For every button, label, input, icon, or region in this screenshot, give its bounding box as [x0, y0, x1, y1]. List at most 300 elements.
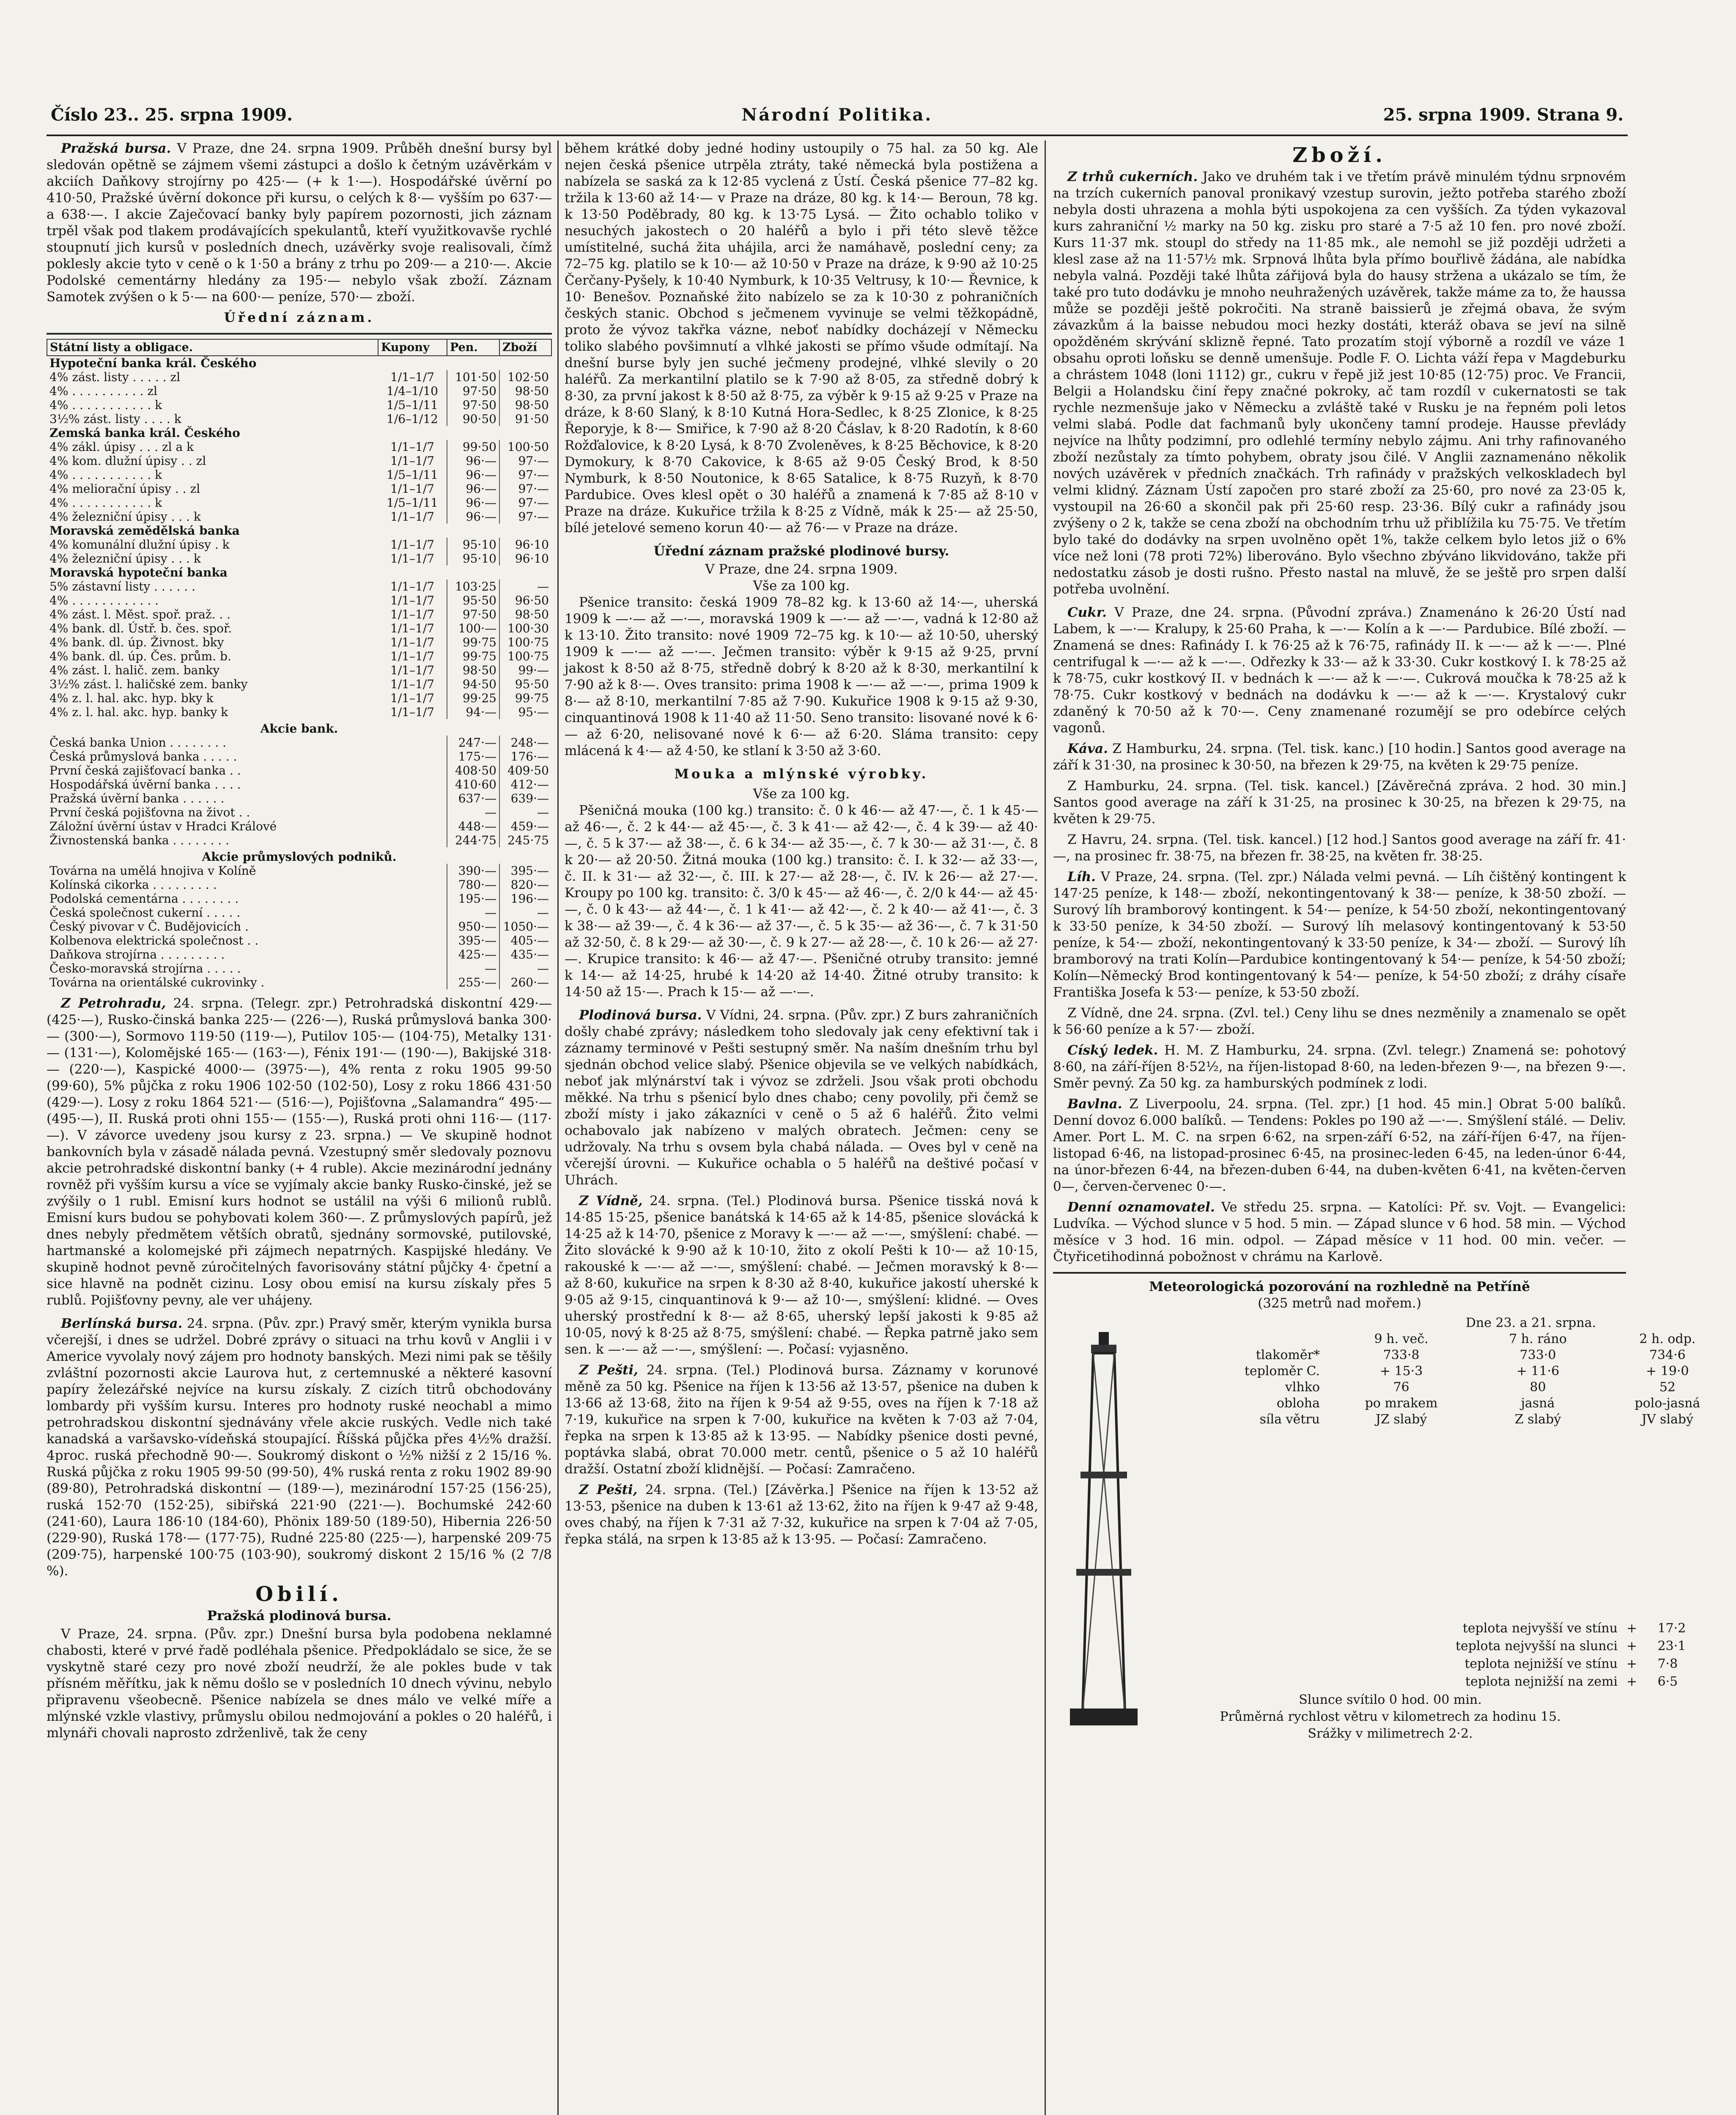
bond-ask: 102·50	[499, 370, 551, 384]
stock-bid: 780·—	[447, 878, 499, 892]
bond-ask: 98·50	[499, 398, 551, 412]
prague-bourse-article	[47, 140, 552, 326]
report-text: Z Vídně, dne 24. srpna. (Zvl. tel.) Ceny lihu se dnes nezměnily a znamenalo se opět k 56·60 peníze a k 57·— zboží.	[1053, 1005, 1626, 1037]
article-title: Z trhů cukerních.	[1067, 169, 1198, 184]
stock-ask: —	[499, 805, 551, 819]
report-text: V Praze, dne 24. srpna. (Původní zpráva.) Znamenáno k 26·20 Ústí nad Labem, k —·— Kralupy, k 25·60 Praha, k —·— Kolín a k —·— Pardubice. Bílé zboží. — Znamená se dnes: Rafinády I. k 76·25 až k 76·75, rafinády II. k —·— až k —·—. Plné centrifugal k —·— až k —·—. Odřezky k 33·— až k 33·30. Cukr kostkový I. k 78·25 až k 78·75, cukr kostkový II. v bednách k —·— až k —·—. Cukrová moučka k 78·25 až k 78·75. Cukr kostkový v bednách na dodávku k —·— až k —·—. Krystalový cukr zdaněný k 70·50 až k 70·—. Ceny znamenané rozumějí se pro odebírce celých vagonů.	[1053, 605, 1626, 736]
stock-ask: 395·—	[499, 864, 551, 878]
bond-coupons: 1/1–1/7	[390, 677, 435, 691]
stock-ask: 409·50	[499, 764, 551, 777]
bond-ask: 97·—	[499, 454, 551, 468]
official-grain-record	[565, 543, 1038, 759]
meteo-title: Meteorologická pozorování na rozhledně na Petříně	[1149, 1279, 1530, 1294]
bond-bid: 90·50	[447, 412, 499, 426]
meteo-value: 733·0	[1519, 1348, 1556, 1362]
bond-row	[47, 552, 551, 566]
bond-ask: 100·30	[499, 621, 551, 635]
bond-row	[47, 677, 551, 691]
stock-ask: —	[499, 906, 551, 920]
bond-coupons: 1/1–1/7	[390, 370, 435, 384]
stock-bid: 408·50	[447, 764, 499, 777]
bond-row	[47, 607, 551, 621]
stock-row	[47, 777, 551, 791]
bond-name: 4% z. l. hal. akc. hyp. banky k	[49, 705, 228, 719]
meteo-col-head: 7 h. ráno	[1509, 1332, 1567, 1346]
bond-ask: 99·—	[499, 663, 551, 677]
article-title: Z Petrohradu,	[61, 996, 166, 1011]
meteo-row	[1163, 1412, 1736, 1428]
bond-row	[47, 482, 551, 496]
bond-bid: 96·—	[447, 454, 499, 468]
stock-row	[47, 948, 551, 961]
bond-row	[47, 524, 551, 538]
meteo-value: 733·8	[1383, 1348, 1420, 1362]
bond-coupons: 1/1–1/7	[390, 482, 435, 496]
goods-reports	[1053, 604, 1626, 1195]
bond-coupons: 1/1–1/7	[390, 635, 435, 649]
bond-ask: 95·—	[499, 705, 551, 719]
bond-row	[47, 356, 551, 370]
bond-bid: 97·50	[447, 607, 499, 621]
bond-ask: 96·10	[499, 552, 551, 566]
article-title: Berlínská bursa.	[61, 1316, 183, 1331]
divider	[47, 333, 552, 335]
stock-ask: 196·—	[499, 892, 551, 906]
column-1	[47, 140, 552, 2115]
stock-bid: 410·60	[447, 777, 499, 791]
bond-name: 4% . . . . . . . . . . . k	[49, 398, 162, 412]
bond-row	[47, 454, 551, 468]
bond-name: 4% komunální dlužní úpisy . k	[49, 538, 230, 552]
bond-row	[47, 593, 551, 607]
goods-report	[1053, 741, 1626, 774]
bond-ask: 97·—	[499, 482, 551, 496]
bond-bid: 96·—	[447, 482, 499, 496]
bond-row	[47, 412, 551, 426]
bond-subhead-title: Akcie bank.	[260, 722, 338, 736]
record-date: V Praze, dne 24. srpna 1909.	[705, 562, 898, 577]
stock-row	[47, 764, 551, 777]
article-text: V Praze, 24. srpna. (Pův. zpr.) Dnešní bursa byla podobena neklamné chabosti, které v prvé řadě podléhala pšenice. Předpokládalo se sice, že se vyskytně staré cezy pro nové zboží neudrží, že ale pokles bude v tak přísném měřítku, jak k němu došlo se v posledních 10 dnech vývinu, nebylo připravenu všeobecně. Pšenice nabízela se dnes málo ve velké míře a mlýnské vzkle vlastivy, průmyslu obilou nedmojování a pokles o 20 haléřů, i mlynáři chovali naprosto zdrženlivě, tak že ceny	[47, 1626, 552, 1741]
stock-row	[47, 819, 551, 833]
bond-ask: 98·50	[499, 384, 551, 398]
bond-name: 4% bank. dl. úp. Živnost. bky	[49, 635, 224, 649]
bonds-table	[47, 339, 552, 989]
article-text: 24. srpna. (Telegr. zpr.) Petrohradská diskontní 429·— (425·—), Rusko-činská banka 225·— (226·—), Ruská průmyslová banka 300·— (300·—), Sormovo 119·50 (119·—), Putilov 105·— (104·75), Metalky 131·— (131·—), Kolomějské 165·— (163·—), Fénix 191·— (190·—), Bakijské 318·— (220·—), Kaspické 4000·— (3975·—), 4% renta z roku 1905 99·50 (99·60), 5% půjčka z roku 1906 102·50 (102·50), Losy z roku 1866 431·50 (429·—). Losy z roku 1864 521·— (516·—), Pojišťovna „Salamandra“ 495·— (495·—), II. Ruská proti ohni 155·— (155·—), Ruská proti ohni 116·— (117·—). V závorce uvedeny jsou kursy z 23. srpna.) — Ve skupině hodnot bankovních byla v zásadě nálada pevná. Vzestupný směr sledovaly poznovu akcie petrohradské diskontní banky (+ 4 ruble). Akcie mezinárodní jednány rovněž při vyšším kursu a více se vyjímaly akcie banky Rusko-činské, jež se zvýšily o 1 rubl. Emisní kurs hodnot se ustálil na výši 6 milionů rublů. Emisní kurs budou se pohybovati kolem 360·—. Z průmyslových papírů, jež dnes nebyly předmětem větších obratů, sjednány sormovské, putilovské, hartmanské a kolomejské při zájmech nepatrných. Kaspijské hledány. Ve skupině hodnot pevně zúročitelných favorisovány státní půjčky 4· čpetní a sice hlavně na podnět cizinu. Losy obou emisí na kursu získaly přes 5 rublů. Pojišťovny pevny, ale ver uhájeny.	[47, 996, 552, 1308]
stock-ask: 459·—	[499, 819, 551, 833]
stock-name: Továrna na orientálské cukrovinky .	[49, 975, 265, 989]
bond-row	[47, 580, 551, 593]
bond-ask: 100·75	[499, 649, 551, 663]
bond-name: 4% . . . . . . . . . . . k	[49, 496, 162, 510]
newspaper-title: Národní Politika.	[741, 105, 933, 125]
rain-text: Srážky v milimetrech 2·2.	[1308, 1726, 1473, 1741]
bond-bid: 95·10	[447, 552, 499, 566]
meteo-value: jasná	[1521, 1396, 1555, 1411]
article-text: V Praze, dne 24. srpna 1909. Průběh dnešní bursy byl sledován opětně se zájmem všemi zástupci a došlo k četným uzávěrkám v akciích Daňkovy strojírny po 425·— (+ k 1·—). Hospodářské úvěrní po 410·50, Pražské úvěrní dokonce při kursu, o celých k 8·— vyšším po 637·— a 638·—. I akcie Zaječovací banky byly papírem pozornosti, jich záznam trpěl však pod tlakem prodávajících spekulantů, kteří využitkovavše rychlé stoupnutí jich kursů v posledních dnech, uzávěrky svoje realisovali, čímž poklesly akcie tyto v ceně o k 1·50 a brány z trhu po 209·— a 210·—. Akcie Podolské cementárny hledány za 195·— nebylo však zboží. Záznam Samotek zvýšen o k 5·— na 600·— peníze, 570·— zboží.	[47, 141, 552, 305]
temp-row	[1163, 1673, 1736, 1691]
stock-ask: 245·75	[499, 833, 551, 847]
article-title: Pražská bursa.	[61, 141, 171, 156]
bond-ask: 91·50	[499, 412, 551, 426]
bond-ask: 97·—	[499, 468, 551, 482]
goods-report	[1053, 869, 1626, 1001]
article-title: Úřední záznam pražské plodinové bursy.	[653, 544, 949, 559]
bond-coupons: 1/1–1/7	[390, 510, 435, 524]
flour-record	[565, 766, 1038, 1000]
stock-name: Daňkova strojírna . . . . . . . . .	[49, 948, 225, 961]
market-report	[565, 1362, 1038, 1478]
stock-name: První česká pojišťovna na život . .	[49, 805, 250, 819]
bond-coupons: 1/1–1/7	[390, 621, 435, 635]
bond-row	[47, 663, 551, 677]
bond-group-title: Zemská banka král. Českého	[49, 426, 240, 440]
bond-row	[47, 566, 551, 580]
page-header	[38, 105, 1636, 130]
bond-name: 4% zást. listy . . . . . zl	[49, 370, 181, 384]
stock-row	[47, 934, 551, 948]
bond-row	[47, 649, 551, 663]
stock-ask: 248·—	[499, 736, 551, 750]
report-title: Líh.	[1067, 869, 1096, 884]
meteo-col-head: Dne 23. a 21. srpna.	[1465, 1316, 1596, 1330]
report-title: Z Pešti,	[579, 1482, 638, 1497]
bond-bid: 99·50	[447, 440, 499, 454]
meteo-col-head: 9 h. več.	[1374, 1332, 1429, 1346]
official-record-title: Úřední záznam.	[224, 310, 375, 325]
stock-ask: 176·—	[499, 750, 551, 764]
stock-ask: 405·—	[499, 934, 551, 948]
bond-bid: 97·50	[447, 384, 499, 398]
report-title: Císký ledek.	[1067, 1043, 1158, 1058]
goods-report	[1053, 604, 1626, 736]
grain-article	[47, 1608, 552, 1741]
stock-row	[47, 791, 551, 805]
article-text: Jako ve druhém tak i ve třetím právě minulém týdnu srpnovém na trzích cukerních panoval pronikavý vzestup surovin, ježto potřeba starého zboží nebyla dosti uhrazena a mohla býti uspokojena za cen vyšších. Za týden vykazoval kurs zahraniční ½ marky na 50 kg. zisku pro staré a 7·5 až 10 fen. pro nové zboží. Kurs 11·37 mk. stoupl do středy na 11·85 mk., ale nemohl se již později udržeti a klesl zase až na 11·57½ mk. Srpnová lhůta byla přímo bouřlivě žádána, ale nabídka nebyla valná. Později také lhůta zářijová byla do hausy stržena a ukázalo se tím, že také pro tuto dodávku je mnoho neuhražených uzávěrek, takže máme za to, že haussa může se později ještě pokročiti. Na straně baissierů je zřejmá obava, že svým závazkům á la baisse nebudou moci hezky dostáti, kteráž obava se jeví na silně opožděném skrývání sklizně řepné. Tato prozatím stojí výborně a rozdíl ve váze 1 obsahu oproti loňsku se denně umenšuje. Podle F. O. Lichta váží řepa v Magdeburku a chrástem 1048 (loni 1112) gr., cukru v řepě již jest 10·85 (12·75) proc. Ve Francii, Belgii a Holandsku činí řepy značné pokroky, ač tam rozdíl v cukernatosti se tak rychle nezmenšuje jako v Německu a zvláště také v Rusku je na řepném poli letos velmi slabá. Podle dat fachmanů byly ukončeny tamní prodeje. Hausse převlády nejvíce na lhůty podzimní, pro odlehlé termíny nebylo zájmu. Ani trhy rafinovaného zboží nezůstaly za tímto pohybem, obraty jsou čilé. V Anglii zaznamenáno několik nových uzávěrek v předních značkách. Trh rafinády v pražských velkoskladech byl velmi klidný. Záznam Ústí započen pro staré zboží za 25·60, pro nové za 23·05 k, vystoupil na 26·60 a skončil pak při 25·60 resp. 23·36. Bílý cukr a rafinády jsou zvýšeny o 2 k, takže se cena zboží na obchodním trhu už přiblížila ku 75·75. Ve třetím bylo také do dodávky na srpen uvolněno opět 1%, takže celkem bylo letos již o 6% více než loni (78 proti 72%) liberováno. Bylo všechno zbýváno likvidováno, takže při nedostatku zásob je dosti rušno. Přesto nastal na mluvě, že se ještě pro srpen další potřeba uvolnění.	[1053, 169, 1626, 597]
stock-name: Česká průmyslová banka . . . . .	[49, 750, 237, 764]
bond-coupons: 1/1–1/7	[390, 663, 435, 677]
bond-name: 3½% zást. l. haličské zem. banky	[49, 677, 248, 691]
bond-name: 3½% zást. listy . . . . k	[49, 412, 181, 426]
bonds-header-bid: Pen.	[447, 339, 499, 356]
stock-row	[47, 892, 551, 906]
bond-ask: 96·50	[499, 593, 551, 607]
bonds-header-coupons: Kupony	[378, 339, 447, 356]
stock-name: První česká zajišťovací banka . .	[49, 764, 241, 777]
bond-group-title: Moravská hypoteční banka	[49, 566, 228, 580]
bond-bid: 99·75	[447, 635, 499, 649]
bonds-table-body	[47, 356, 551, 989]
bond-row	[47, 635, 551, 649]
bond-ask: 98·50	[499, 607, 551, 621]
stock-row	[47, 750, 551, 764]
bond-row	[47, 440, 551, 454]
bond-ask: 97·—	[499, 510, 551, 524]
temp-row	[1163, 1655, 1736, 1673]
goods-report	[1053, 832, 1626, 865]
meteo-section	[1053, 1279, 1700, 1741]
stock-bid: 950·—	[447, 920, 499, 934]
grain-continued	[565, 140, 1038, 536]
stock-name: Kolbenova elektrická společnost . .	[49, 934, 259, 948]
column-divider	[1045, 140, 1046, 2115]
article-title: Denní oznamovatel.	[1067, 1200, 1215, 1215]
bond-bid: 97·50	[447, 398, 499, 412]
temp-row	[1163, 1637, 1736, 1655]
temperature-extremes	[1163, 1620, 1736, 1691]
stock-bid: 448·—	[447, 819, 499, 833]
stock-name: Hospodářská úvěrní banka . . . .	[49, 777, 241, 791]
meteo-body	[1053, 1315, 1700, 1741]
bond-bid: 99·25	[447, 691, 499, 705]
stock-bid: —	[447, 906, 499, 920]
report-text: V Praze, 24. srpna. (Tel. zpr.) Nálada velmi pevná. — Líh čištěný kontingent k 147·25 peníze, k 148·— zboží, nekontingentovaný k 38·— peníze, k 38·50 zboží. — Surový líh bramborový kontingent. k 54·— peníze, k 54·50 zboží, nekontingentovaný k 33·50 peníze, k 34·50 zboží. — Surový líh melasový kontingentovaný k 53·50 peníze, k 54·— zboží, nekontingentovaný k 33·50 peníze, k 34·— zboží. — Surový líh bramborový na trati Kolín—Pardubice kontingentovaný k 54·— peníze, k 54·50 zboží; Kolín—Německý Brod kontingentovaný k 54·— peníze, k 54·50 zboží; z dráhy císaře Františka Josefa k 53·— peníze, k 53·50 zboží.	[1053, 869, 1626, 1000]
bond-coupons: 1/1–1/7	[390, 552, 435, 566]
report-text: Z Hamburku, 24. srpna. (Tel. tisk. kanc.) [10 hodin.] Santos good average na září k 31·30, na prosinec k 30·50, na březen k 29·75, na květen k 29·75 peníze.	[1053, 741, 1626, 773]
report-text: Z Liverpoolu, 24. srpna. (Tel. zpr.) [1 hod. 45 min.] Obrat 5·00 balíků. Denní dovoz 6.000 balíků. — Tendens: Pokles po 190 až —·—. Smýšlení stálé. — Deliv. Amer. Port L. M. C. na srpen 6·62, na srpen-září 6·52, na září-říjen 6·47, na říjen-listopad 6·46, na listopad-prosinec 6·45, na prosinec-leden 6·45, na leden-únor 6·44, na únor-březen 6·44, na březen-duben 6·44, na duben-květen 6·41, na květen-červen 0—, červen-červenec 0·—.	[1053, 1096, 1626, 1194]
bond-name: 4% . . . . . . . . . . . k	[49, 468, 162, 482]
temp-value: 17·2	[1657, 1621, 1686, 1636]
bond-name: 5% zástavní listy . . . . . .	[49, 580, 195, 593]
record-unit: Vše za 100 kg.	[753, 578, 850, 593]
market-report	[565, 1193, 1038, 1358]
bond-group-title: Moravská zemědělská banka	[49, 524, 240, 538]
bond-coupons: 1/1–1/7	[390, 580, 435, 593]
stock-bid: 247·—	[447, 736, 499, 750]
meteo-value: JZ slabý	[1375, 1412, 1427, 1427]
bond-ask: 99·75	[499, 691, 551, 705]
meteo-label: vlhko	[1285, 1380, 1320, 1395]
stock-name: Továrna na umělá hnojiva v Kolíně	[49, 864, 256, 878]
article-text: 24. srpna. (Pův. zpr.) Pravý směr, kterým vynikla bursa včerejší, i dnes se udržel. Dobré zprávy o situaci na trhu kovů v Anglii i v Americe vyvolaly nový zájem pro hodnoty banských. Mezi nimi pak se těšily zvláštní pozornosti akcie Laurova hut, z certemnuské a některé kasovní papíry železářské nejvíce na kursu získaly. Z cizích titrů obchodovány lombardy při vyšším kursu. Interes pro hodnoty ruské neochabl a mimo petrohradskou diskontní sjednávány vřele akcie ruských. Vedle nich také kanadská a varšavsko-vídeňská stoupající. Říšská půjčka přes 4½% dražší. 4proc. ruská přechodně 90·—. Soukromý diskont o ½% nižší z 2 15/16 %. Ruská půjčka z roku 1905 99·50 (99·50), 4% ruská renta z roku 1902 89·90 (89·80), Petrohradská diskontní — (189·—), mezinárodní 157·25 (156·25), ruská 152·70 (152·25), sibiřská 221·90 (221·—). Bochumské 242·60 (241·60), Laura 186·10 (184·60), Phönix 189·50 (189·50), Hibernia 226·50 (229·90), Ruská 178·— (177·75), Rudné 225·80 (225·—), harpenské 209·75 (209·75), harpenské 100·75 (103·90), soukromý diskont 2 15/16 % (2 7/8 %).	[47, 1316, 552, 1579]
bond-name: 4% zást. l. Měst. spoř. praž. . .	[49, 607, 231, 621]
stock-row	[47, 805, 551, 819]
bond-name: 4% železniční úpisy . . . k	[49, 510, 201, 524]
bond-name: 4% . . . . . . . . . . zl	[49, 384, 158, 398]
bond-coupons: 1/1–1/7	[390, 691, 435, 705]
report-text: H. M. Z Hamburku, 24. srpna. (Zvl. telegr.) Znamená se: pohotový 8·60, na září-říjen 8·52½, na říjen-listopad 8·60, na leden-březen 9·—, na březen 9·—. Směr pevný. Za 50 kg. za hamburských podmínek z lodi.	[1053, 1043, 1626, 1091]
bond-bid: 96·—	[447, 496, 499, 510]
temp-label: teplota nejnižší ve stínu	[1464, 1656, 1618, 1671]
stock-bid: 244·75	[447, 833, 499, 847]
stock-row	[47, 864, 551, 878]
bonds-header-name: Státní listy a obligace.	[47, 339, 378, 356]
article-title: Mouka a mlýnské výrobky.	[674, 766, 929, 782]
column-2	[565, 140, 1038, 2115]
stock-row	[47, 833, 551, 847]
meteo-footer	[1163, 1692, 1618, 1742]
bond-subhead	[47, 719, 551, 736]
bond-name: 4% . . . . . . . . . . . .	[49, 593, 159, 607]
article-text: Ve středu 25. srpna. — Katolíci: Př. sv. Vojt. — Evangelici: Ludvíka. — Východ slunce v 5 hod. 5 min. — Západ slunce v 6 hod. 58 min. — Východ měsíce v 3 hod. 16 min. odpol. — Západ měsíce v 11 hod. 00 min. večer. — Čtyřicetihodinná pobožnost v chrámu na Karlově.	[1053, 1200, 1626, 1264]
meteo-table	[1163, 1315, 1736, 1428]
stock-bid: 175·—	[447, 750, 499, 764]
bond-coupons: 1/1–1/7	[390, 538, 435, 552]
stock-name: Český pivovar v Č. Budějovicích .	[49, 920, 249, 934]
meteo-value: + 15·3	[1379, 1364, 1423, 1379]
meteo-row	[1163, 1379, 1736, 1395]
bond-bid: 95·10	[447, 538, 499, 552]
bond-group-title: Hypoteční banka král. Českého	[49, 356, 257, 370]
record-unit: Vše za 100 kg.	[753, 786, 850, 802]
daily-notice	[1053, 1199, 1626, 1265]
goods-report	[1053, 1005, 1626, 1038]
meteo-col-head: 2 h. odp.	[1639, 1332, 1696, 1346]
meteo-label: tlakoměr*	[1256, 1348, 1320, 1362]
meteo-subtitle: (325 metrů nad mořem.)	[1258, 1296, 1421, 1311]
meteo-value: + 11·6	[1516, 1364, 1560, 1379]
bond-row	[47, 398, 551, 412]
bond-coupons: 1/4–1/10	[387, 384, 438, 398]
meteo-value: JV slabý	[1641, 1412, 1694, 1427]
meteo-corner	[1163, 1315, 1326, 1331]
petrohrad-article	[47, 995, 552, 1309]
temp-sign: +	[1626, 1621, 1637, 1636]
report-text: 24. srpna. (Tel.) [Závěrka.] Pšenice na říjen k 13·52 až 13·53, pšenice na duben k 13·61 až 13·62, žito na říjen k 9·47 až 9·48, oves chabý, na říjen k 7·31 až 7·32, kukuřice na srpen k 7·04 až 7·05, řepka stálá, na srpen k 13·85 až k 13·95. — Počasí: Zamračeno.	[565, 1482, 1039, 1547]
temp-label: teplota nejnižší na zemi	[1465, 1674, 1618, 1689]
stock-bid: 390·—	[447, 864, 499, 878]
bond-coupons: 1/1–1/7	[390, 649, 435, 663]
stock-ask: —	[499, 961, 551, 975]
stock-name: Česko-moravská strojírna . . . . .	[49, 961, 241, 975]
report-title: Z Pešti,	[579, 1362, 638, 1378]
bond-ask: —	[499, 580, 551, 593]
temp-value: 7·8	[1657, 1656, 1678, 1671]
stock-name: Česká banka Union . . . . . . . .	[49, 736, 227, 750]
bond-subhead	[47, 847, 551, 864]
market-report	[565, 1007, 1038, 1189]
bond-name: 4% zást. l. halič. zem. banky	[49, 663, 220, 677]
bond-ask: 100·75	[499, 635, 551, 649]
meteo-value: Z slabý	[1514, 1412, 1561, 1427]
meteo-value: 80	[1530, 1380, 1546, 1395]
divider	[1053, 1272, 1626, 1274]
bond-row	[47, 538, 551, 552]
report-title: Z Vídně,	[579, 1193, 643, 1209]
meteo-label: obloha	[1276, 1396, 1320, 1411]
bond-bid: 95·50	[447, 593, 499, 607]
meteo-label: teploměr C.	[1244, 1364, 1320, 1379]
report-text: V Vídni, 24. srpna. (Pův. zpr.) Z burs zahraničních došly chabé zprávy; následkem toho sledovaly jak ceny efektivní tak i záznamy terminové v Pešti sestupný směr. Na naším dnešním trhu byl sjednán obchod velice slabý. Pšenice objevila se ve velkých nabídkách, neboť jak mlýnárství tak i vývoz se zdrželi. Jsou však proti obchodu měkké. Na trhu s pšenicí bylo dnes chabo; ceny povolily, při čemž se zboží místy i jako zákazníci v ceně o 5 až 6 haléřů. Žito velmi ochabovalo jak nabízeno v malých obratech. Ječmen: ceny se udržovaly. Na trhu s ovsem byla chabá nálada. — Oves byl v ceně na včerejší úrovni. — Kukuřice ochabla o 5 haléřů na deštivé počasí v Uhrách.	[565, 1008, 1038, 1188]
bond-ask: 97·—	[499, 496, 551, 510]
meteo-row	[1163, 1395, 1736, 1412]
goods-report	[1053, 778, 1626, 827]
bond-name: 4% bank. dl. Ústř. b. čes. spoř.	[49, 621, 232, 635]
goods-report	[1053, 1096, 1626, 1195]
stock-name: Podolská cementárna . . . . . . . .	[49, 892, 239, 906]
stock-ask: 639·—	[499, 791, 551, 805]
section-title-goods: Zboží.	[1292, 143, 1387, 167]
article-text: během krátké doby jedné hodiny ustoupily o 75 hal. za 50 kg. Ale nejen česká pšenice utrpěla ztráty, také německá byla postižena a nabízela se saská za k 12·85 vyclená z Ústí. Česká pšenice 77–82 kg. tržila k 13·60 až 14·— v Praze na dráze, 80 kg. k 14·— Beroun, 78 kg. k 13·50 Poděbrady, 80 kg. k 13·75 Lysá. — Žito ochablo toliko v nesuchých jakostech o 20 haléřů a bylo i při této slevě těžce umístitelné, suchá žita uhájila, arci že namáhavě, poslední ceny; za 72–75 kg. platilo se k 10·— až 10·50 v Praze na dráze, k 9·90 až 10·25 Čerčany-Pyšely, k 10·40 Nymburk, k 10·35 Veltrusy, k 10·— Řevnice, k 10· Benešov. Poznaňské žito nabízelo se za k 10·30 z pohraničních českých stanic. Obchod s ječmenem vyvinuje se velmi těžkopádně, proto že vývoz takřka vázne, neboť nabídky docházejí v Německu toliko slabého povšimnutí a vlhké jakosti se přímo všude odmítají. Na dnešní burse byly jen suché ječmeny prodejné, vlhké slevily o 20 haléřů. Za merkantilní platilo se k 7·90 až 8·05, za středně dobrý k 8·30, za první jakost k 8·50 až 8·75, za výběr k 9·15 až 9·25 v Praze na dráze, k 8·60 Slaný, k 8·10 Kutná Hora-Sedlec, k 8·25 Zlonice, k 8·25 Řeporyje, k 8·— Smiřice, k 7·90 až 8·20 Čáslav, k 8·20 Radotín, k 8·60 Rožďalovice, k 8·20 Lysá, k 8·70 Zvoleněves, k 8·25 Běchovice, k 8·20 Dymokury, k 8·70 Cakovice, k 8·65 až 9·05 Český Brod, k 8·50 Nymburk, k 8·50 Noutonice, k 8·65 Satalice, k 8·75 Ruzyň, k 8·70 Pardubice. Oves klesl opět o 30 haléřů a znamená k 7·85 až 8·10 v Praze na dráze. Kukuřice tržila k 8·25 z Vídně, mák k 25·— až 25·50, bílé jetelové semeno korun 40·— až 76·— v Praze na dráze.	[565, 141, 1038, 536]
bond-subhead-title: Akcie průmyslových podniků.	[202, 850, 397, 864]
stock-name: Pražská úvěrní banka . . . . . .	[49, 791, 225, 805]
stock-ask: 435·—	[499, 948, 551, 961]
article-title: Pražská plodinová bursa.	[207, 1608, 392, 1623]
stock-row	[47, 906, 551, 920]
section-title-grain: Obilí.	[255, 1582, 343, 1606]
stock-row	[47, 920, 551, 934]
bond-bid: 103·25	[447, 580, 499, 593]
meteo-value: 734·6	[1649, 1348, 1686, 1362]
sunshine-text: Slunce svítilo 0 hod. 00 min.	[1299, 1692, 1482, 1707]
bond-name: 4% kom. dlužní úpisy . . zl	[49, 454, 206, 468]
bond-ask: 100·50	[499, 440, 551, 454]
stock-row	[47, 961, 551, 975]
column-divider	[557, 140, 559, 2115]
bond-name: 4% zákl. úpisy . . . zl a k	[49, 440, 194, 454]
report-text: 24. srpna. (Tel.) Plodinová bursa. Pšenice tisská nová k 14·85 15·25, pšenice banátská k 14·65 až k 14·85, pšenice slovácká k 14·25 až k 14·70, pšenice z Moravy k —·— až —·—, smýšlení: chabé. — Žito slovácké k 9·90 až k 10·10, žito z okolí Pešti k 10·— až 10·15, rakouské k —·— až —·—, smýšlení: chabé. — Ječmen moravský k 8·— až 8·60, kukuřice na srpen k 8·30 až 8·40, kukuřice jakostí uherské k 9·05 až 9·15, cinquantinová k 9·— až 10·—, smýšlení: klidné. — Oves uherský prostřední k 8·— až 8·65, uherský lepší jakosti k 9·85 až 10·05, nový k 8·25 až 8·75, smýšlení: chabé. — Řepka patrně jako sem sen. k —·— až —·—, smýšlení: —. Počasí: vyjasněno.	[565, 1193, 1038, 1357]
temp-label: teplota nejvyšší na slunci	[1455, 1639, 1618, 1654]
stock-bid: —	[447, 961, 499, 975]
temp-value: 23·1	[1657, 1639, 1686, 1654]
stock-ask: 260·—	[499, 975, 551, 989]
stock-row	[47, 975, 551, 989]
report-text: Z Hamburku, 24. srpna. (Tel. tisk. kancel.) [Závěrečná zpráva. 2 hod. 30 min.] Santos good average na září k 31·25, na prosinec k 30·25, na březen k 29·75, na květen k 29·75.	[1053, 778, 1626, 827]
bond-row	[47, 370, 551, 384]
meteo-row	[1163, 1363, 1736, 1379]
market-report	[565, 1482, 1038, 1548]
bond-name: 4% bank. dl. úp. Čes. prům. b.	[49, 649, 231, 663]
stock-bid: 195·—	[447, 892, 499, 906]
bond-row	[47, 691, 551, 705]
bond-coupons: 1/1–1/7	[390, 705, 435, 719]
bond-coupons: 1/6–1/12	[387, 412, 438, 426]
petrin-tower-illustration	[1061, 1332, 1146, 1725]
column-3	[1053, 140, 1700, 2115]
bond-name: 4% z. l. hal. akc. hyp. bky k	[49, 691, 214, 705]
bond-row	[47, 510, 551, 524]
bond-coupons: 1/5–1/11	[387, 496, 438, 510]
temp-value: 6·5	[1657, 1674, 1678, 1689]
stock-row	[47, 878, 551, 892]
bond-coupons: 1/1–1/7	[390, 607, 435, 621]
stock-name: Živnostenská banka . . . . . . . .	[49, 833, 229, 847]
report-text: Z Havru, 24. srpna. (Tel. tisk. kancel.) [12 hod.] Santos good average na září fr. 41·—, na prosinec fr. 38·75, na březen fr. 38·25, na květen fr. 38·25.	[1053, 832, 1626, 864]
stock-name: Česká společnost cukerní . . . . .	[49, 906, 241, 920]
bond-bid: 98·50	[447, 663, 499, 677]
bond-row	[47, 384, 551, 398]
temp-row	[1163, 1620, 1736, 1637]
temp-sign: +	[1626, 1674, 1637, 1689]
report-title: Bavlna.	[1067, 1096, 1122, 1112]
temp-sign: +	[1626, 1639, 1637, 1654]
bond-row	[47, 705, 551, 719]
bond-bid: 100·—	[447, 621, 499, 635]
bond-row	[47, 468, 551, 482]
stock-ask: 412·—	[499, 777, 551, 791]
header-rule	[47, 135, 1628, 136]
article-text: Pšenice transito: česká 1909 78–82 kg. k 13·60 až 14·—, uherská 1909 k —·— až —·—, moravská 1909 k —·— až —·—, vadná k 12·80 až k 13·10. Žito transito: nové 1909 72–75 kg. k 10·— až 10·50, uherský 1909 k —·— až —·—. Ječmen transito: výběr k 9·15 až 9·25, první jakost k 8·50 až 8·75, středně dobrý k 8·20 až k 8·30, merkantilní k 7·90 až k 8·—. Oves transito: prima 1908 k —·— až —·—, prima 1909 k 8·— až 8·10, merkantilní 7·85 až 7·90. Kukuřice 1908 k 9·15 až 9·30, cinquantinová 1908 k 11·40 až 11·50. Seno transito: lisované nové k 6·— až 6·20, nelisované nové k 6·— až 6·20. Sláma transito: cepy mlácená k 4·— až 4·50, ke stlaní k 3·50 až 3·60.	[565, 595, 1038, 758]
bond-name: 4% železniční úpisy . . . k	[49, 552, 201, 566]
bond-bid: 96·—	[447, 510, 499, 524]
stock-bid: —	[447, 805, 499, 819]
bond-ask: 95·50	[499, 677, 551, 691]
bond-coupons: 1/1–1/7	[390, 593, 435, 607]
meteo-value: polo-jasná	[1635, 1396, 1700, 1411]
bond-bid: 94·50	[447, 677, 499, 691]
sugar-article	[1053, 169, 1626, 598]
bond-bid: 96·—	[447, 468, 499, 482]
stock-bid: 637·—	[447, 791, 499, 805]
meteo-value: 52	[1659, 1380, 1676, 1395]
report-title: Cukr.	[1067, 605, 1107, 620]
bond-row	[47, 621, 551, 635]
meteo-rows	[1163, 1347, 1736, 1428]
bond-coupons: 1/1–1/7	[390, 454, 435, 468]
bond-ask: 96·10	[499, 538, 551, 552]
issue-number: Číslo 23.. 25. srpna 1909.	[51, 105, 293, 125]
report-text: 24. srpna. (Tel.) Plodinová bursa. Záznamy v korunové měně za 50 kg. Pšenice na říjen k 13·56 až 13·57, pšenice na duben k 13·66 až 13·68, žito na říjen k 9·54 až 9·55, oves na říjen k 7·18 až 7·19, kukuřice na srpen k 7·00, kukuřice na květen k 7·03 až 7·04, řepka na srpen k 13·85 až k 13·95. — Nabídky pšenice dosti pevné, poptávka slabá, obrat 70.000 metr. centů, pšenice o 5 až 10 haléřů dražší. Ostatní zboží klidnější. — Počasí: Zamračeno.	[565, 1362, 1038, 1477]
